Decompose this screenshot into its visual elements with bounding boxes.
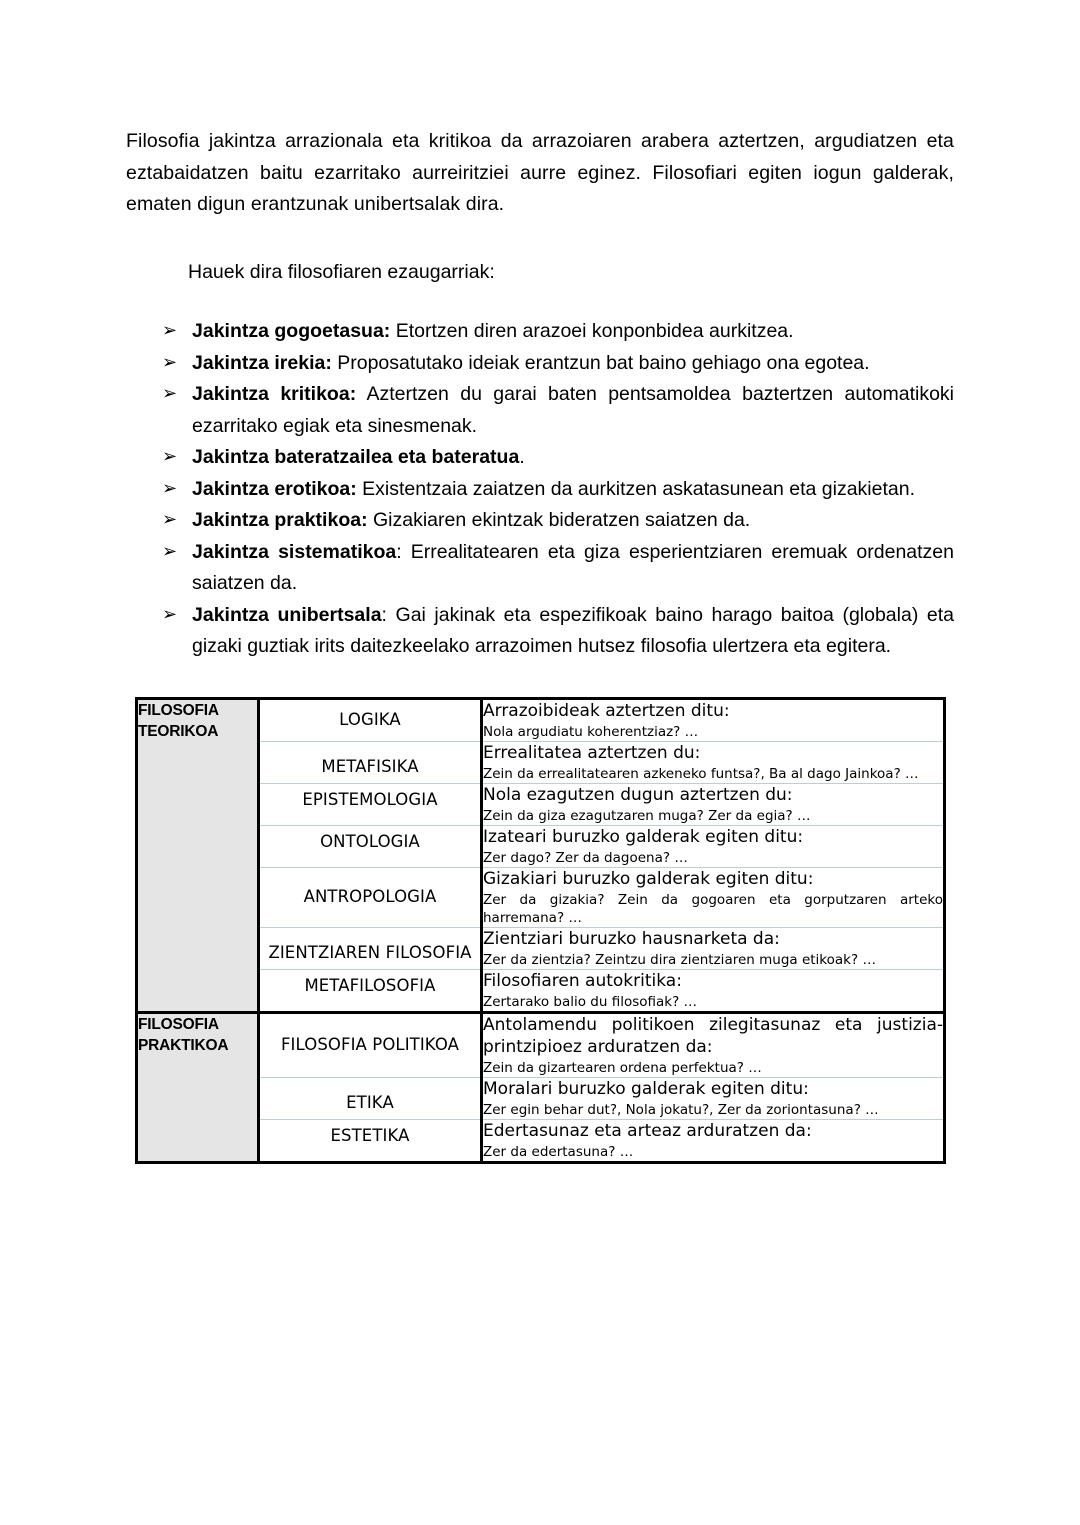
section-label-line1: FILOSOFIA	[138, 701, 219, 719]
description-examples: Zertarako balio du filosofiak? …	[483, 993, 698, 1010]
description-main: Filosofiaren autokritika:	[483, 970, 682, 991]
arrow-bullet-icon: ➢	[162, 477, 178, 499]
description-cell	[482, 783, 945, 825]
discipline-cell	[259, 969, 482, 1012]
arrow-bullet-icon: ➢	[162, 509, 178, 530]
description-cell	[482, 825, 945, 867]
discipline-cell	[259, 825, 482, 867]
description-cell	[482, 1119, 945, 1162]
discipline-label: ONTOLOGIA	[320, 831, 420, 851]
discipline-cell	[259, 698, 482, 741]
arrow-bullet-icon: ➢	[162, 383, 178, 404]
table-row	[137, 1077, 945, 1119]
arrow-bullet-icon: ➢	[162, 446, 178, 467]
discipline-cell	[259, 867, 482, 927]
description-cell	[482, 1012, 945, 1077]
discipline-cell	[259, 1119, 482, 1162]
sub-heading: Hauek dira filosofiaren ezaugarriak:	[188, 260, 495, 283]
section-label-cell	[137, 1012, 259, 1162]
table-row	[137, 1119, 945, 1162]
feature-description: : Gai jakinak eta espezifikoak baino harago baitoa (globala) eta gizaki guztiak irits daitezkeelako arrazoimen hutsez filosofia ulertzera eta egitera.	[192, 603, 954, 657]
section-label-line1: FILOSOFIA	[138, 1015, 219, 1033]
feature-item	[126, 505, 954, 537]
description-main: Antolamendu politikoen zilegitasunaz eta justizia-printzipioez arduratzen da:	[483, 1014, 943, 1057]
description-examples: Nola argudiatu koherentziaz? …	[483, 723, 699, 740]
table-row	[137, 969, 945, 1012]
discipline-label: METAFILOSOFIA	[304, 975, 436, 995]
table-row	[137, 867, 945, 927]
feature-description: Gizakiaren ekintzak bideratzen saiatzen da.	[367, 509, 751, 531]
discipline-label: METAFISIKA	[321, 756, 419, 776]
description-examples: Zein da errealitatearen azkeneko funtsa?, Ba al dago Jainkoa? …	[483, 765, 919, 782]
discipline-label: LOGIKA	[339, 710, 401, 729]
description-cell	[482, 1077, 945, 1119]
table-row	[137, 825, 945, 867]
feature-item	[126, 379, 954, 442]
description-main: Izateari buruzko galderak egiten ditu:	[483, 826, 804, 847]
description-examples: Zer da gizakia? Zein da gogoaren eta gorputzaren arteko harremana? …	[483, 891, 943, 926]
feature-item	[126, 316, 954, 348]
feature-item	[126, 474, 954, 506]
philosophy-table-wrapper	[135, 697, 946, 1164]
description-examples: Zer dago? Zer da dagoena? …	[483, 849, 688, 866]
feature-term: Jakintza sistematikoa	[192, 540, 397, 563]
discipline-cell	[259, 1077, 482, 1119]
description-examples: Zer egin behar dut?, Nola jokatu?, Zer da zoriontasuna? …	[483, 1101, 879, 1118]
table-row	[137, 927, 945, 969]
feature-item	[126, 442, 954, 474]
feature-description: : Errealitatearen eta giza esperientziaren eremuak ordenatzen saiatzen da.	[192, 540, 954, 594]
document-content	[126, 126, 954, 1164]
feature-description: .	[519, 446, 525, 468]
description-main: Arrazoibideak aztertzen ditu:	[483, 700, 730, 721]
description-main: Edertasunaz eta arteaz arduratzen da:	[483, 1120, 812, 1141]
table-row	[137, 698, 945, 741]
feature-description: Existentzaia zaiatzen da aurkitzen askatasunean eta gizakietan.	[356, 477, 915, 500]
description-main: Nola ezagutzen dugun aztertzen du:	[483, 784, 793, 805]
feature-item	[126, 600, 954, 663]
table-row	[137, 783, 945, 825]
philosophy-table	[135, 697, 946, 1164]
feature-term: Jakintza erotikoa:	[192, 477, 357, 500]
discipline-label: EPISTEMOLOGIA	[302, 789, 438, 809]
feature-term: Jakintza praktikoa:	[192, 509, 368, 531]
description-cell	[482, 741, 945, 783]
feature-description: Proposatutako ideiak erantzun bat baino gehiago ona egotea.	[331, 351, 870, 374]
section-label-line2: PRAKTIKOA	[138, 1036, 229, 1054]
discipline-label: ESTETIKA	[330, 1125, 410, 1145]
discipline-cell	[259, 741, 482, 783]
description-cell	[482, 867, 945, 927]
table-row	[137, 741, 945, 783]
description-cell	[482, 698, 945, 741]
description-examples: Zein da gizartearen ordena perfektua? …	[483, 1059, 762, 1076]
discipline-cell	[259, 927, 482, 969]
feature-item	[126, 537, 954, 600]
description-main: Errealitatea aztertzen du:	[483, 742, 701, 763]
feature-description: Etortzen diren arazoei konponbidea aurkitzea.	[390, 320, 794, 342]
section-label-cell	[137, 698, 259, 1012]
section-label-line2: TEORIKOA	[138, 722, 219, 740]
description-cell	[482, 927, 945, 969]
table-row	[137, 1012, 945, 1077]
feature-term: Jakintza bateratzailea eta bateratua	[192, 446, 520, 468]
description-main: Moralari buruzko galderak egiten ditu:	[483, 1078, 809, 1099]
description-main: Gizakiari buruzko galderak egiten ditu:	[483, 868, 814, 889]
features-list	[126, 316, 954, 663]
feature-description: Aztertzen du garai baten pentsamoldea baztertzen automatikoki ezarritako egiak eta sinesmenak.	[192, 383, 954, 437]
description-examples: Zer da zientzia? Zeintzu dira zientziaren muga etikoak? …	[483, 951, 876, 968]
discipline-label: ETIKA	[346, 1092, 394, 1112]
description-examples: Zer da edertasuna? …	[483, 1143, 634, 1160]
discipline-cell	[259, 783, 482, 825]
arrow-bullet-icon: ➢	[162, 540, 178, 562]
arrow-bullet-icon: ➢	[162, 351, 178, 373]
discipline-label: FILOSOFIA POLITIKOA	[280, 1035, 460, 1054]
discipline-label: ANTROPOLOGIA	[303, 887, 437, 906]
description-examples: Zein da giza ezagutzaren muga? Zer da egia? …	[483, 807, 811, 824]
feature-term: Jakintza irekia:	[192, 351, 332, 374]
feature-term: Jakintza kritikoa:	[192, 383, 357, 405]
description-main: Zientziari buruzko hausnarketa da:	[483, 928, 780, 949]
arrow-bullet-icon: ➢	[162, 603, 178, 625]
discipline-label: ZIENTZIAREN FILOSOFIA	[268, 942, 472, 962]
feature-term: Jakintza gogoetasua:	[192, 320, 391, 342]
feature-item	[126, 348, 954, 380]
description-cell	[482, 969, 945, 1012]
intro-paragraph: Filosofia jakintza arrazionala eta kritikoa da arrazoiaren arabera aztertzen, argudiatzen eta eztabaidatzen baitu ezarritako aurreiritziei aurre eginez. Filosofiari egiten iogun galderak, ematen digun erantzunak unibertsalak dira.	[126, 130, 954, 215]
feature-term: Jakintza unibertsala	[192, 603, 382, 626]
arrow-bullet-icon: ➢	[162, 320, 178, 341]
discipline-cell	[259, 1012, 482, 1077]
